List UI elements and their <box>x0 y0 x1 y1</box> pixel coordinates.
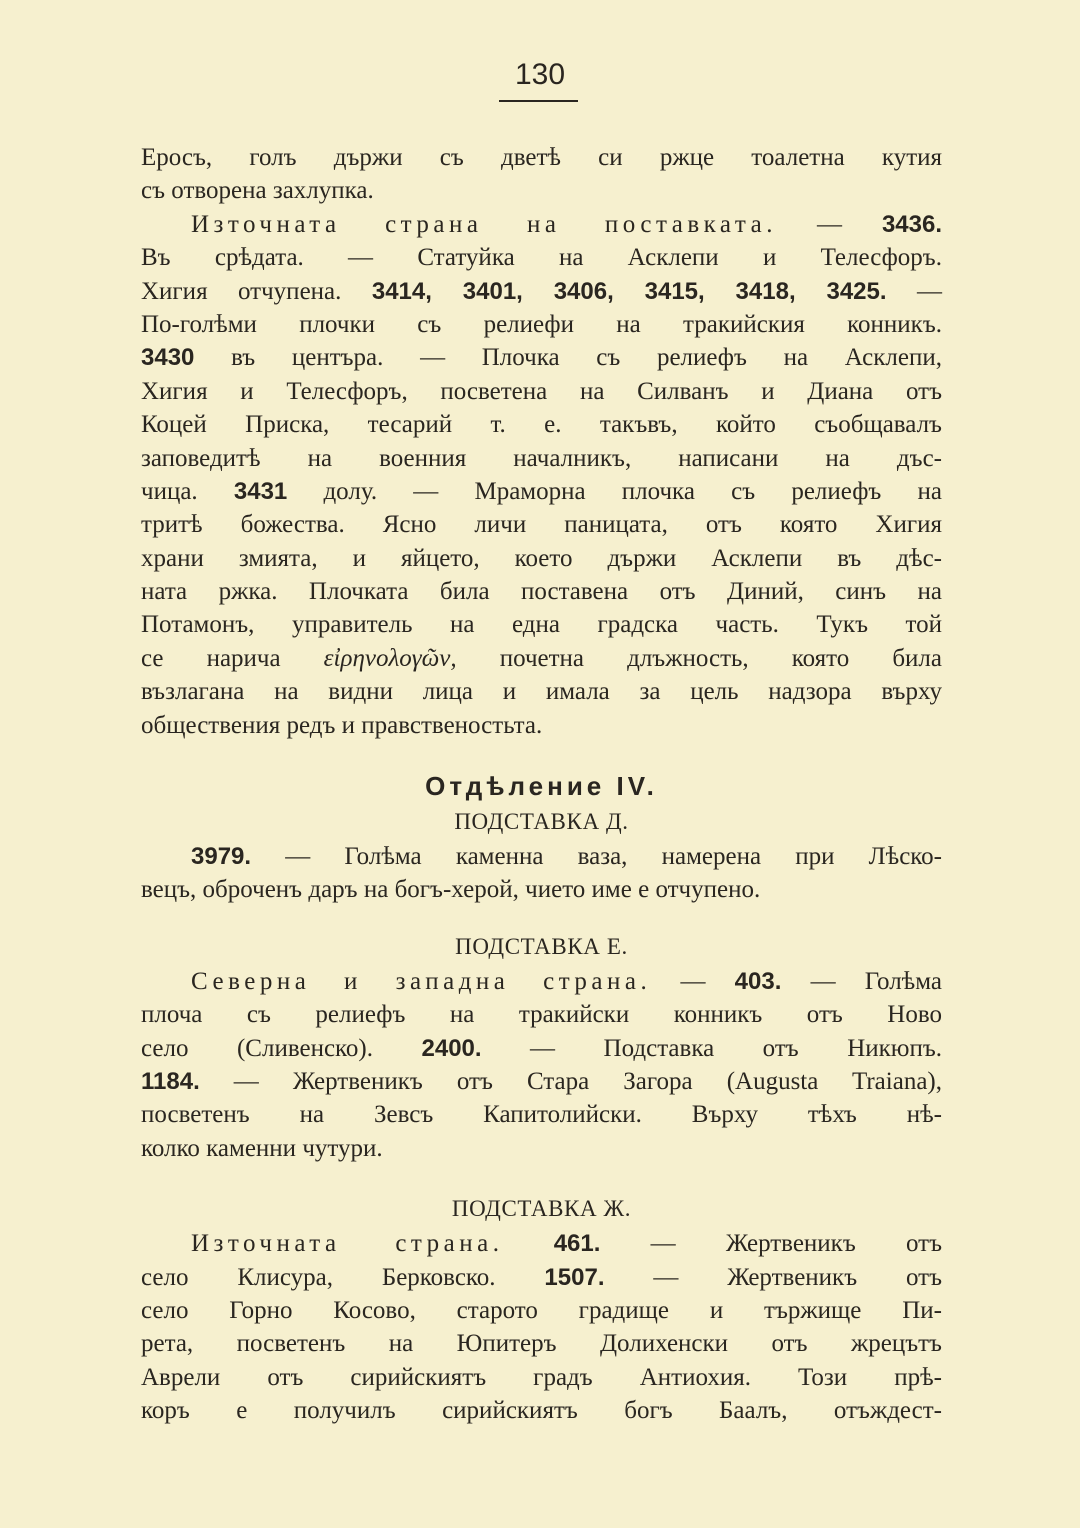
text-line: Въ срѣдата. — Статуйка на Асклепи и Телесфоръ. <box>141 244 942 272</box>
text-line: село (Сливенско). 2400. — Подставка отъ Никюпъ. <box>141 1034 943 1062</box>
text-line: Източната страна на поставката. — 3436. <box>191 210 942 238</box>
text-line: ната ржка. Плочката била поставена отъ Диний, синъ на <box>141 578 942 606</box>
text-line: 3430 въ центъра. — Плочка съ релиефъ на Асклепи, <box>141 344 942 372</box>
text-line: Хигия и Телесфоръ, посветена на Силванъ и Диана отъ <box>141 377 942 405</box>
text-line: колко каменни чутури. <box>141 1134 383 1162</box>
stand-heading: ПОДСТАВКА Е. <box>455 933 628 959</box>
catalogue-number: 3979. <box>191 843 252 871</box>
catalogue-number: 2400. <box>421 1034 482 1062</box>
text-line: съ отворена захлупка. <box>141 177 374 205</box>
text-line: село Клисура, Берковско. 1507. — Жертвеникъ отъ <box>141 1263 943 1291</box>
page-body <box>141 141 942 1428</box>
text-line: тритѣ божества. Ясно личи паницата, отъ която Хигия <box>141 511 942 539</box>
text-line: Еросъ, голъ държи съ дветѣ си ржце тоалетна кутия <box>141 144 942 171</box>
text-line: 3979. — Голѣма каменна ваза, намерена при Лѣско- <box>191 843 942 871</box>
section-label: Източната страна на поставката. <box>191 210 777 238</box>
text-line: заповедитѣ на военния началникъ, написани на дъс- <box>141 444 942 472</box>
text-line: 1184. — Жертвеникъ отъ Стара Загора (Augusta Traiana), <box>141 1067 942 1095</box>
text-line: плоча съ релиефъ на тракийски конникъ отъ Ново <box>141 1001 942 1029</box>
stand-heading: ПОДСТАВКА Д. <box>454 809 629 835</box>
text-line: вецъ, оброченъ даръ на богъ-херой, чието име е отчупено. <box>141 876 761 904</box>
catalogue-number: 3430 <box>141 344 195 372</box>
text-line: По-голѣми плочки съ релиефи на тракийския конникъ. <box>141 310 942 338</box>
text-line: Хигия отчупена. 3414, 3401, 3406, 3415, 3418, 3425. — <box>141 277 942 305</box>
text-line: възлагана на видни лица и имала за цель надзора върху <box>141 678 942 706</box>
text-line: рета, посветенъ на Юпитеръ Долихенски отъ жрецътъ <box>141 1330 942 1358</box>
page-number: 130 <box>514 58 566 91</box>
text-line: село Горно Косово, старото градище и тържище Пи- <box>141 1296 942 1324</box>
page-number-rule <box>499 100 578 102</box>
text-line: Аврели отъ сирийскиятъ градъ Антиохия. Този прѣ- <box>141 1363 942 1391</box>
catalogue-number: 403. <box>734 967 782 995</box>
department-heading: Отдѣление IV. <box>425 771 658 802</box>
text-line: Коцей Приска, тесарий т. е. такъвъ, който съобщавалъ <box>141 411 942 439</box>
catalogue-number: 3436. <box>881 210 942 238</box>
greek-word: εἰρηνολογῶν, <box>323 644 457 672</box>
catalogue-number: 461. <box>553 1230 601 1258</box>
section-label: Северна и западна страна. <box>191 967 652 995</box>
text-line: обществения редъ и правственостьта. <box>141 711 543 739</box>
stand-heading: ПОДСТАВКА Ж. <box>451 1196 632 1222</box>
text-line: Източната страна. 461. — Жертвеникъ отъ <box>191 1230 942 1258</box>
text-line: Потамонъ, управитель на една градска часть. Тукъ той <box>141 611 942 639</box>
text-line: коръ е получилъ сирийскиятъ богъ Баалъ, отъждест- <box>141 1397 942 1425</box>
text-line: Северна и западна страна. — 403. — Голѣма <box>191 967 942 995</box>
text-line: чица. 3431 долу. — Мраморна плочка съ релиефъ на <box>141 477 942 505</box>
catalogue-number: 3431 <box>233 477 288 505</box>
text-line: се нарича εἰρηνολογῶν, почетна длъжность, която била <box>141 644 942 672</box>
text-line: посветенъ на Зевсъ Капитолийски. Върху тѣхъ нѣ- <box>141 1101 942 1129</box>
catalogue-number: 1184. <box>141 1067 200 1095</box>
section-label: Източната страна. <box>191 1230 504 1258</box>
catalogue-numbers: 3414, 3401, 3406, 3415, 3418, 3425. <box>371 277 887 305</box>
text-line: храни змията, и яйцето, което държи Асклепи въ дѣс- <box>141 544 942 572</box>
catalogue-number: 1507. <box>544 1263 605 1291</box>
